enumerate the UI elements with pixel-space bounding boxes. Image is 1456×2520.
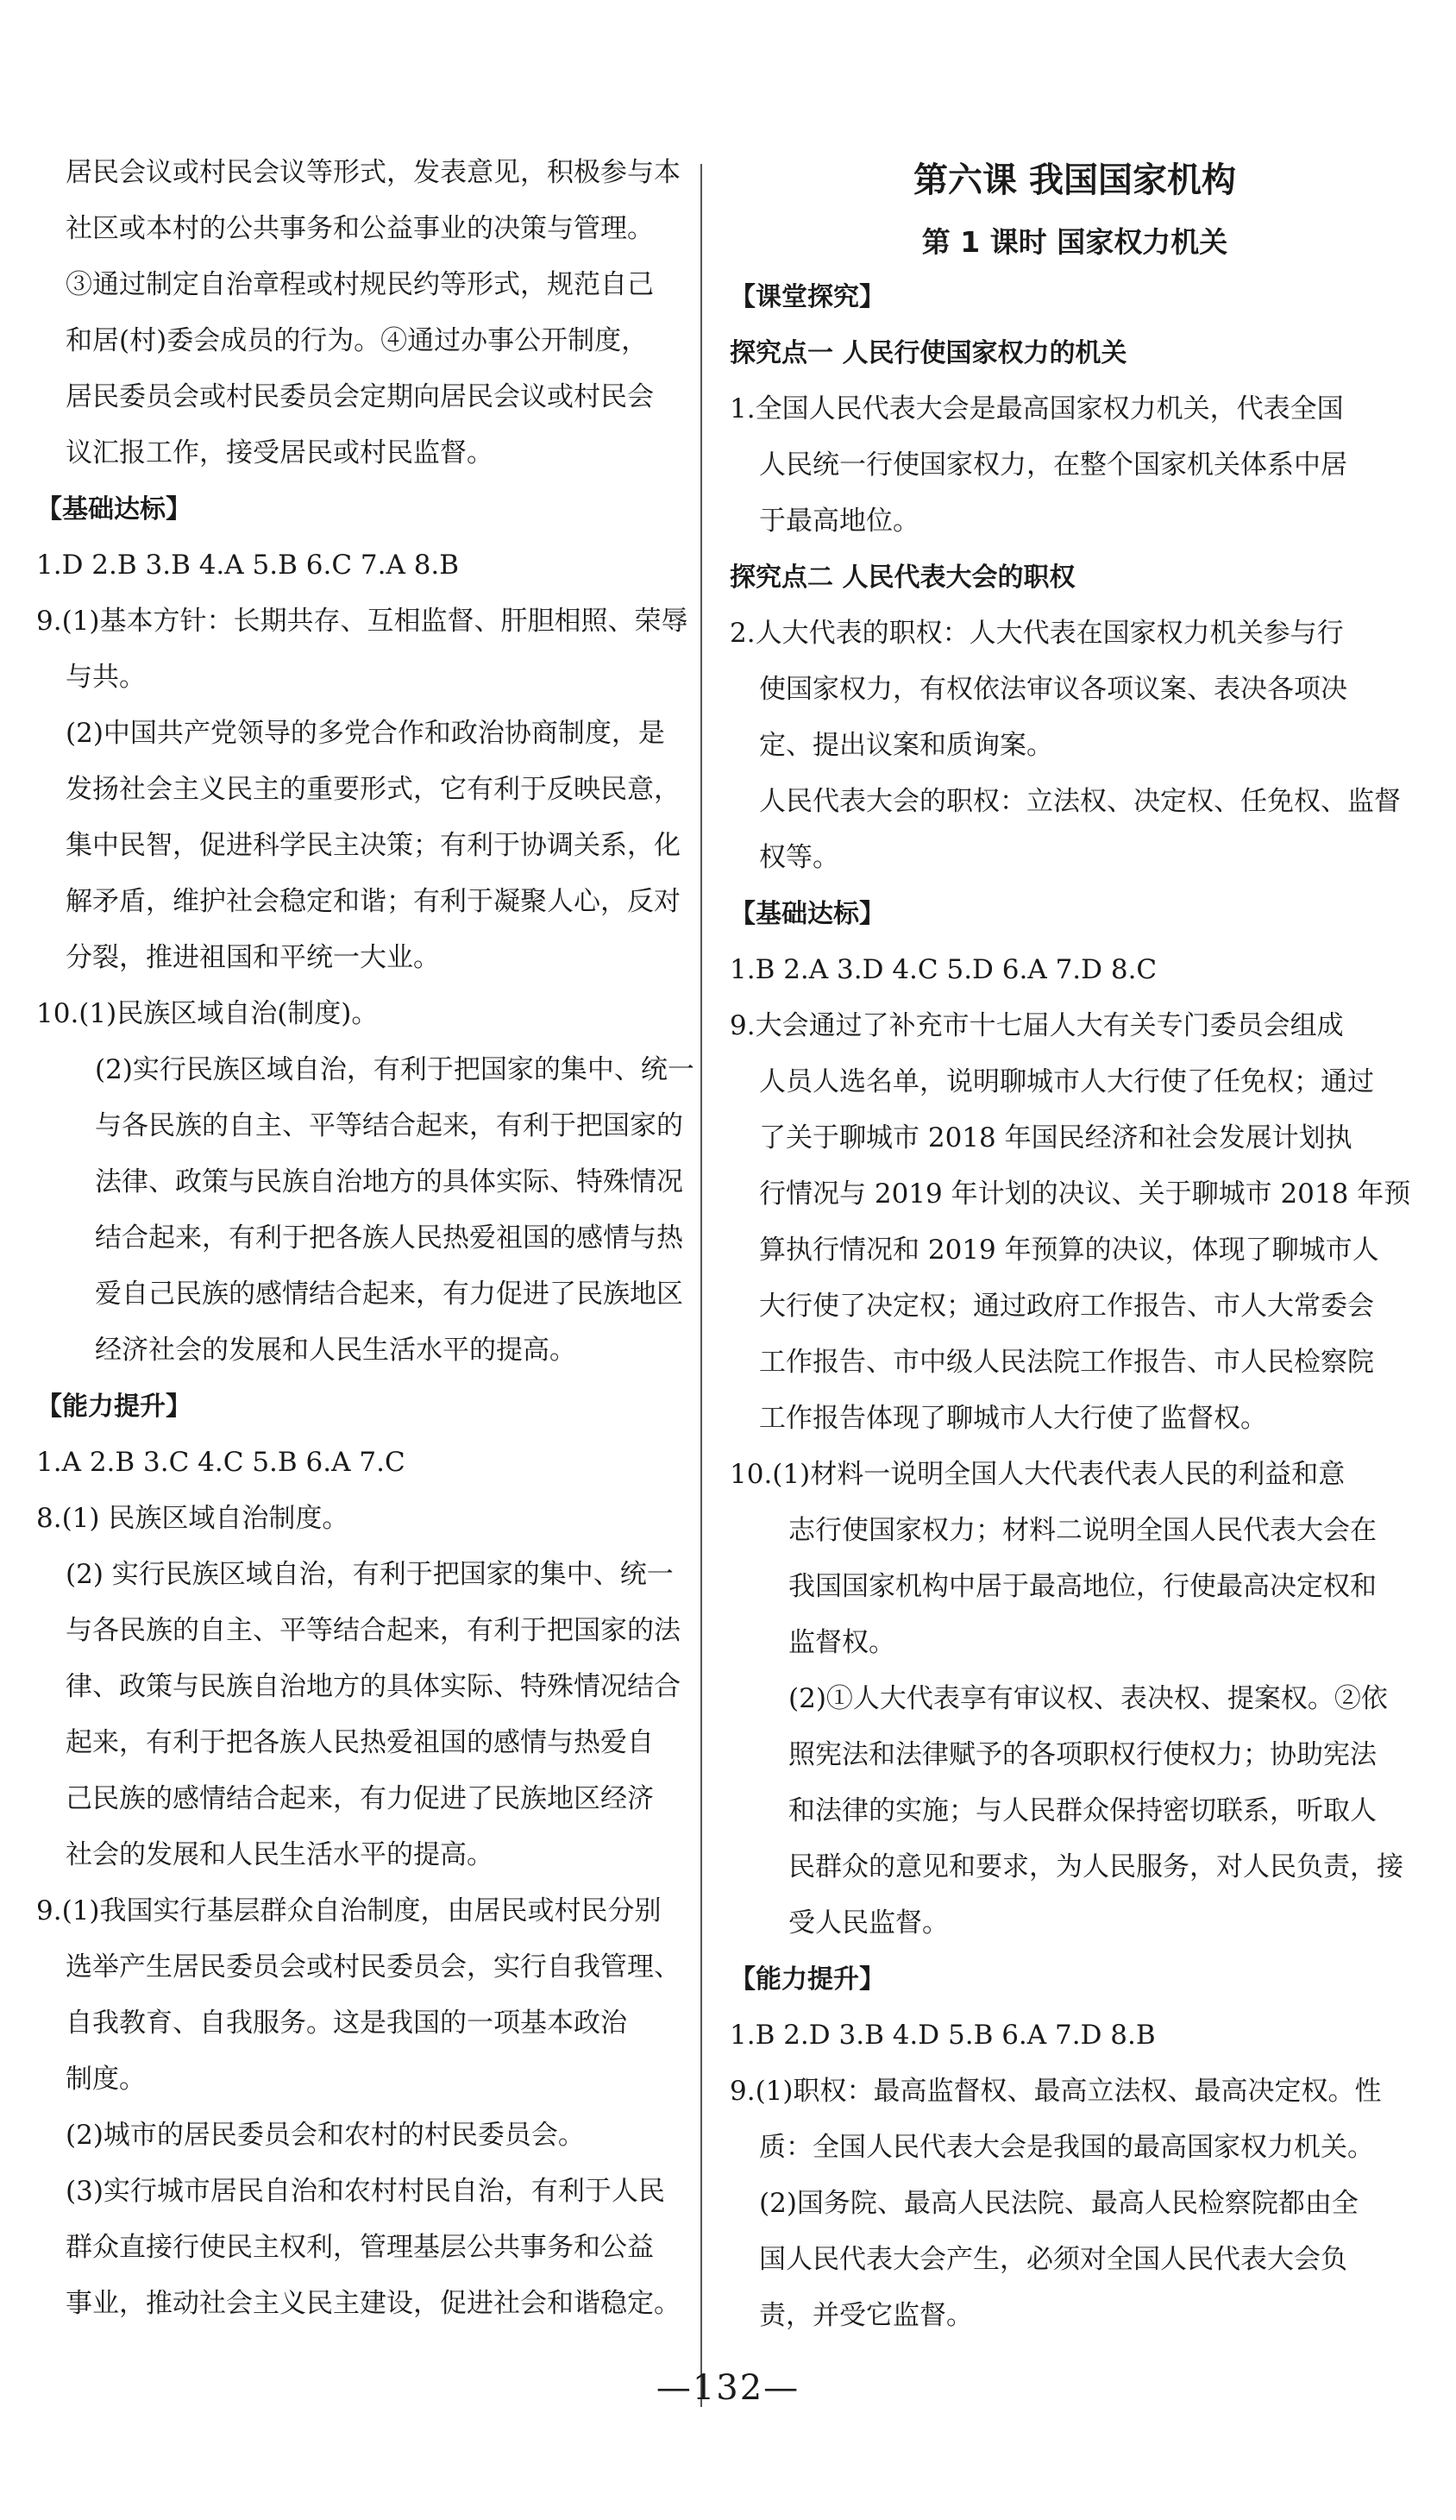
text-line: 9.(1)基本方针：长期共存、互相监督、肝胆相照、荣辱 <box>36 606 688 637</box>
text-line: (3)实行城市居民自治和农村村民自治，有利于人民 <box>66 2176 665 2207</box>
text-line: 社区或本村的公共事务和公益事业的决策与管理。 <box>66 213 654 244</box>
text-line: 和居(村)委会成员的行为。④通过办事公开制度， <box>66 325 649 356</box>
subsection-heading: 探究点一 人民行使国家权力的机关 <box>730 338 1127 368</box>
left-column <box>36 145 700 2332</box>
section-heading: 【基础达标】 <box>36 494 191 525</box>
text-line: 工作报告体现了聊城市人大行使了监督权。 <box>759 1403 1267 1434</box>
text-line: 法律、政策与民族自治地方的具体实际、特殊情况 <box>95 1166 683 1197</box>
lesson-subtitle: 第 1 课时 国家权力机关 <box>921 225 1228 259</box>
text-line: 志行使国家权力；材料二说明全国人民代表大会在 <box>788 1515 1377 1546</box>
text-line: 集中民智，促进科学民主决策；有利于协调关系，化 <box>66 830 681 861</box>
text-line: 事业，推动社会主义民主建设，促进社会和谐稳定。 <box>66 2288 681 2319</box>
text-line: (2)中国共产党领导的多党合作和政治协商制度，是 <box>66 718 665 749</box>
section-heading: 【课堂探究】 <box>730 282 885 312</box>
text-line: 算执行情况和 2019 年预算的决议，体现了聊城市人 <box>759 1235 1379 1266</box>
text-line: 9.大会通过了补充市十七届人大有关专门委员会组成 <box>730 1010 1344 1041</box>
text-line: 经济社会的发展和人民生活水平的提高。 <box>95 1335 576 1366</box>
text-line: 使国家权力，有权依法审议各项议案、表决各项决 <box>759 674 1347 705</box>
text-line: 和法律的实施；与人民群众保持密切联系，听取人 <box>788 1795 1377 1826</box>
text-line: 于最高地位。 <box>759 506 919 537</box>
text-line: 1.B 2.D 3.B 4.D 5.B 6.A 7.D 8.B <box>730 2020 1156 2051</box>
text-line: 群众直接行使民主权利，管理基层公共事务和公益 <box>66 2232 654 2263</box>
text-line: 人民统一行使国家权力，在整个国家机关体系中居 <box>759 449 1347 481</box>
text-line: 与各民族的自主、平等结合起来，有利于把国家的法 <box>66 1615 681 1646</box>
text-line: 爱自己民族的感情结合起来，有力促进了民族地区 <box>95 1279 683 1310</box>
text-line: (2)实行民族区域自治，有利于把国家的集中、统一 <box>95 1054 694 1085</box>
text-line: 分裂，推进祖国和平统一大业。 <box>66 942 440 973</box>
text-line: 我国国家机构中居于最高地位，行使最高决定权和 <box>788 1571 1377 1602</box>
text-line: 2.人大代表的职权：人大代表在国家权力机关参与行 <box>730 618 1344 649</box>
text-line: 责，并受它监督。 <box>759 2300 973 2331</box>
text-line: (2)①人大代表享有审议权、表决权、提案权。②依 <box>788 1683 1388 1714</box>
text-line: 受人民监督。 <box>788 1907 949 1939</box>
text-line: 人员人选名单，说明聊城市人大行使了任免权；通过 <box>759 1066 1374 1097</box>
text-line: (2)国务院、最高人民法院、最高人民检察院都由全 <box>759 2188 1359 2219</box>
text-line: (2) 实行民族区域自治，有利于把国家的集中、统一 <box>66 1559 674 1590</box>
text-line: 居民委员会或村民委员会定期向居民会议或村民会 <box>66 381 654 412</box>
section-heading: 【基础达标】 <box>730 899 885 929</box>
text-line: 与共。 <box>66 662 146 693</box>
page-number: —132— <box>656 2368 800 2408</box>
text-line: 己民族的感情结合起来，有力促进了民族地区经济 <box>66 1783 654 1814</box>
text-line: 发扬社会主义民主的重要形式，它有利于反映民意， <box>66 774 681 805</box>
text-line: 1.D 2.B 3.B 4.A 5.B 6.C 7.A 8.B <box>36 550 460 581</box>
column-divider <box>700 164 702 2407</box>
text-line: 人民代表大会的职权：立法权、决定权、任免权、监督 <box>759 786 1401 817</box>
text-line: 选举产生居民委员会或村民委员会，实行自我管理、 <box>66 1951 681 1983</box>
text-line: 10.(1)民族区域自治(制度)。 <box>36 998 379 1029</box>
text-line: 国人民代表大会产生，必须对全国人民代表大会负 <box>759 2244 1347 2275</box>
section-heading: 【能力提升】 <box>36 1392 191 1422</box>
text-line: 8.(1) 民族区域自治制度。 <box>36 1503 349 1534</box>
text-line: 起来，有利于把各族人民热爱祖国的感情与热爱自 <box>66 1727 654 1758</box>
text-line: ③通过制定自治章程或村规民约等形式，规范自己 <box>66 269 654 300</box>
text-line: 制度。 <box>66 2064 146 2095</box>
text-line: 9.(1)我国实行基层群众自治制度，由居民或村民分别 <box>36 1895 662 1926</box>
text-line: 与各民族的自主、平等结合起来，有利于把国家的 <box>95 1110 683 1141</box>
text-line: 1.A 2.B 3.C 4.C 5.B 6.A 7.C <box>36 1447 405 1478</box>
text-line: 工作报告、市中级人民法院工作报告、市人民检察院 <box>759 1347 1374 1378</box>
text-line: 1.B 2.A 3.D 4.C 5.D 6.A 7.D 8.C <box>730 954 1158 985</box>
text-line: 监督权。 <box>788 1627 895 1658</box>
text-line: 权等。 <box>759 842 839 873</box>
text-line: 10.(1)材料一说明全国人大代表代表人民的利益和意 <box>730 1459 1346 1490</box>
lesson-title: 第六课 我国国家机构 <box>913 160 1236 200</box>
text-line: 大行使了决定权；通过政府工作报告、市人大常委会 <box>759 1291 1374 1322</box>
text-line: 议汇报工作，接受居民或村民监督。 <box>66 437 493 468</box>
text-line: 照宪法和法律赋予的各项职权行使权力；协助宪法 <box>788 1739 1377 1770</box>
subsection-heading: 探究点二 人民代表大会的职权 <box>730 562 1076 593</box>
right-column <box>730 145 1420 2344</box>
text-line: 社会的发展和人民生活水平的提高。 <box>66 1839 493 1870</box>
text-line: 行情况与 2019 年计划的决议、关于聊城市 2018 年预 <box>759 1178 1411 1210</box>
text-line: (2)城市的居民委员会和农村的村民委员会。 <box>66 2120 585 2151</box>
text-line: 9.(1)职权：最高监督权、最高立法权、最高决定权。性 <box>730 2076 1382 2107</box>
text-line: 自我教育、自我服务。这是我国的一项基本政治 <box>66 2008 627 2039</box>
text-line: 居民会议或村民会议等形式，发表意见，积极参与本 <box>66 157 681 188</box>
text-line: 了关于聊城市 2018 年国民经济和社会发展计划执 <box>759 1122 1352 1153</box>
text-line: 质：全国人民代表大会是我国的最高国家权力机关。 <box>759 2132 1374 2163</box>
text-line: 民群众的意见和要求，为人民服务，对人民负责，接 <box>788 1851 1403 1882</box>
text-line: 1.全国人民代表大会是最高国家权力机关，代表全国 <box>730 393 1344 424</box>
text-line: 律、政策与民族自治地方的具体实际、特殊情况结合 <box>66 1671 681 1702</box>
text-line: 结合起来，有利于把各族人民热爱祖国的感情与热 <box>95 1222 683 1254</box>
section-heading: 【能力提升】 <box>730 1964 885 1995</box>
text-line: 解矛盾，维护社会稳定和谐；有利于凝聚人心，反对 <box>66 886 681 917</box>
text-line: 定、提出议案和质询案。 <box>759 730 1053 761</box>
